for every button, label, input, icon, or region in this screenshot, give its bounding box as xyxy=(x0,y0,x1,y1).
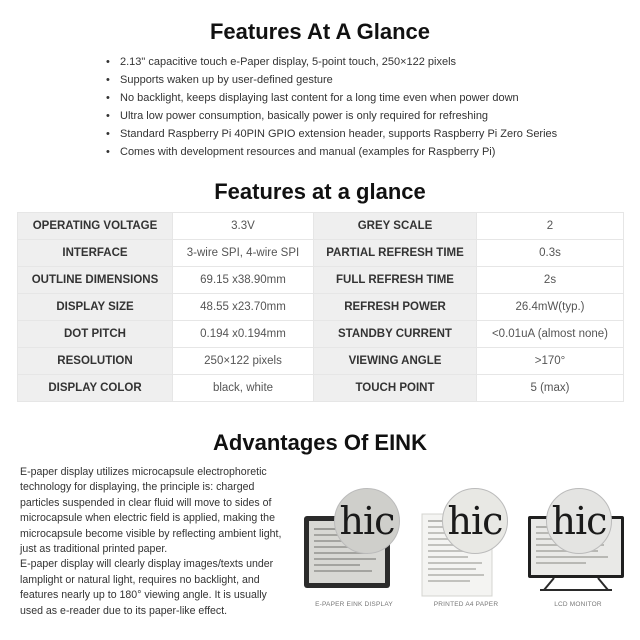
advantages-paragraph: E-paper display will clearly display images/texts under lamplight or natural light, requires no backlight, and features nearly up to 180° viewing angle. It is usually used as e-reader due to its paper-like effect. xyxy=(20,558,274,617)
spec-label: GREY SCALE xyxy=(314,213,477,240)
magnified-text: hic xyxy=(551,499,607,543)
feature-item: • Supports waken up by user-defined gesture xyxy=(106,71,586,89)
table-row xyxy=(18,321,624,348)
lcd-magnifier xyxy=(546,488,612,554)
paper-magnifier xyxy=(442,488,508,554)
magnified-text: hic xyxy=(339,499,395,543)
spec-value: 0.194 x0.194mm xyxy=(173,321,314,348)
eink-display-figure xyxy=(300,480,408,610)
eink-magnifier xyxy=(334,488,400,554)
spec-value: 0.3s xyxy=(477,240,624,267)
lcd-monitor-figure xyxy=(524,480,632,610)
table-row xyxy=(18,267,624,294)
spec-label: REFRESH POWER xyxy=(314,294,477,321)
printed-paper-figure xyxy=(412,480,520,610)
figure-caption: E-PAPER EINK DISPLAY xyxy=(315,601,393,608)
spec-table xyxy=(17,212,624,402)
advantages-text xyxy=(20,465,292,619)
feature-item: • Ultra low power consumption, basically power is only required for refreshing xyxy=(106,107,586,125)
spec-label: STANDBY CURRENT xyxy=(314,321,477,348)
comparison-figures xyxy=(300,480,630,610)
spec-value: 250×122 pixels xyxy=(173,348,314,375)
spec-label: DOT PITCH xyxy=(18,321,173,348)
spec-value: 48.55 x23.70mm xyxy=(173,294,314,321)
spec-label: OPERATING VOLTAGE xyxy=(18,213,173,240)
advantages-heading: Advantages Of EINK xyxy=(213,430,427,455)
spec-label: DISPLAY COLOR xyxy=(18,375,173,402)
magnified-text: hic xyxy=(447,499,503,543)
advantages-paragraph: E-paper display utilizes microcapsule electrophoretic technology for displaying, the principle is: charged particles suspended in clear fluid will move to sides of microcapsule when electric field is applied, making the microcapsule become visible by reflecting ambient light, just as traditional printed paper. xyxy=(20,466,282,556)
spec-label: TOUCH POINT xyxy=(314,375,477,402)
spec-value: 69.15 x38.90mm xyxy=(173,267,314,294)
spec-label: OUTLINE DIMENSIONS xyxy=(18,267,173,294)
spec-label: VIEWING ANGLE xyxy=(314,348,477,375)
table-row xyxy=(18,213,624,240)
spec-value: 5 (max) xyxy=(477,375,624,402)
spec-value: 26.4mW(typ.) xyxy=(477,294,624,321)
features-list xyxy=(106,53,586,161)
table-row xyxy=(18,375,624,402)
spec-value: 2s xyxy=(477,267,624,294)
feature-item: • Standard Raspberry Pi 40PIN GPIO extension header, supports Raspberry Pi Zero Series xyxy=(106,125,586,143)
spec-label: INTERFACE xyxy=(18,240,173,267)
figure-caption: PRINTED A4 PAPER xyxy=(433,601,499,608)
spec-value: 2 xyxy=(477,213,624,240)
table-row xyxy=(18,294,624,321)
table-row xyxy=(18,240,624,267)
feature-item: • 2.13" capacitive touch e-Paper display, 5-point touch, 250×122 pixels xyxy=(106,53,586,71)
spec-value: 3-wire SPI, 4-wire SPI xyxy=(173,240,314,267)
feature-item: • No backlight, keeps displaying last content for a long time even when power down xyxy=(106,89,586,107)
spec-value: 3.3V xyxy=(173,213,314,240)
spec-value: black, white xyxy=(173,375,314,402)
spec-label: PARTIAL REFRESH TIME xyxy=(314,240,477,267)
figure-caption: LCD MONITOR xyxy=(554,601,602,608)
spec-value: >170° xyxy=(477,348,624,375)
features-heading: Features At A Glance xyxy=(209,19,431,44)
spec-label: RESOLUTION xyxy=(18,348,173,375)
spec-label: FULL REFRESH TIME xyxy=(314,267,477,294)
spec-label: DISPLAY SIZE xyxy=(18,294,173,321)
table-row xyxy=(18,348,624,375)
spec-table-heading: Features at a glance xyxy=(214,179,426,204)
spec-value: <0.01uA (almost none) xyxy=(477,321,624,348)
feature-item: • Comes with development resources and manual (examples for Raspberry Pi) xyxy=(106,143,586,161)
